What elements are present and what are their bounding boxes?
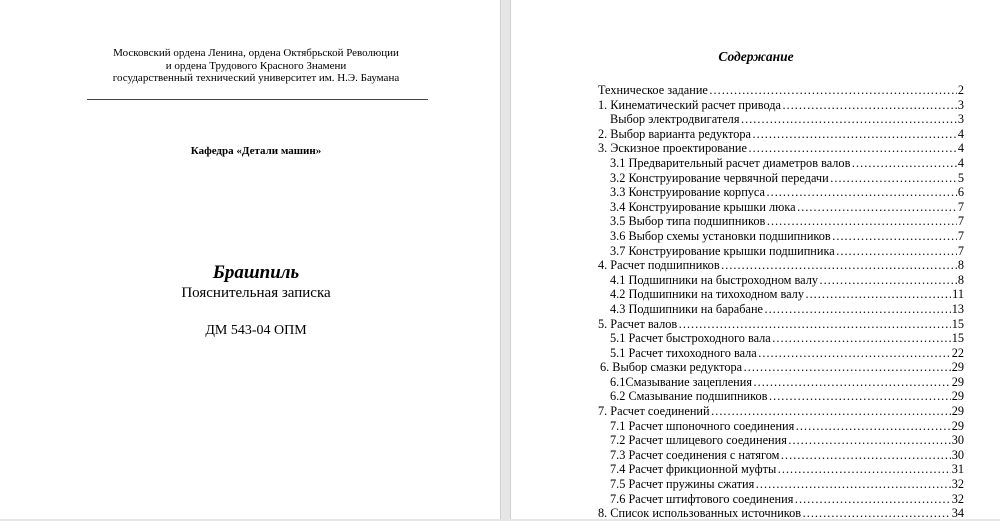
contents-page — [510, 0, 1000, 519]
toc-leader — [752, 127, 957, 142]
toc-leader — [764, 302, 951, 317]
toc-entry-page: 32 — [951, 491, 964, 506]
toc-entry-page: 7 — [957, 243, 964, 258]
institution-line: и ордена Трудового Красного Знамени — [165, 59, 347, 72]
toc-entry-page: 4 — [957, 141, 964, 156]
toc-entry-label: 7.1 Расчет шпоночного соединения — [610, 418, 795, 433]
institution-name — [56, 47, 456, 85]
toc-leader — [780, 448, 950, 463]
toc-entry-label: 3.6 Выбор схемы установки подшипников — [610, 228, 831, 243]
toc-entry[interactable] — [598, 360, 964, 375]
institution-line: Московский ордена Ленина, ордена Октябрьской Революции — [113, 47, 399, 59]
table-of-contents — [598, 83, 964, 521]
toc-leader — [851, 156, 956, 171]
toc-entry-page: 7 — [957, 214, 964, 229]
toc-leader — [794, 492, 950, 507]
toc-leader — [711, 404, 951, 419]
toc-entry-label: 3.7 Конструирование крышки подшипника — [610, 243, 835, 258]
toc-entry-page: 22 — [951, 345, 964, 360]
toc-entry[interactable] — [598, 185, 964, 200]
toc-leader — [797, 200, 957, 215]
toc-entry-page: 30 — [951, 447, 964, 462]
toc-entry-page: 32 — [951, 477, 964, 492]
toc-entry-label: Техническое задание — [598, 83, 708, 97]
toc-entry-label: 6.1Смазывание зацепления — [610, 374, 752, 389]
toc-entry-page: 29 — [951, 360, 964, 375]
toc-leader — [766, 214, 957, 229]
toc-entry-page: 4 — [957, 155, 964, 170]
toc-entry-label: 7.6 Расчет штифтового соединения — [610, 491, 794, 506]
toc-entry[interactable] — [598, 127, 964, 142]
toc-entry-label: 5. Расчет валов — [598, 316, 678, 331]
toc-entry[interactable] — [598, 433, 964, 448]
toc-entry[interactable] — [598, 492, 964, 507]
toc-entry-label: 8. Список использованных источников — [598, 506, 802, 521]
toc-entry-page: 29 — [951, 418, 964, 433]
institution-line: государственный технический университет им. Н.Э. Баумана — [112, 72, 400, 84]
toc-entry[interactable] — [598, 389, 964, 404]
toc-entry-label: 3.5 Выбор типа подшипников — [610, 214, 766, 229]
toc-leader — [743, 360, 951, 375]
toc-entry[interactable] — [598, 171, 964, 186]
toc-entry-label: 4. Расчет подшипников — [598, 258, 720, 273]
toc-entry-page: 2 — [957, 83, 964, 97]
toc-entry-label: 3.1 Предварительный расчет диаметров валов — [610, 155, 851, 170]
toc-entry-label: 5.1 Расчет быстроходного вала — [610, 331, 771, 346]
toc-entry-page: 29 — [951, 389, 964, 404]
toc-entry-label: 7.2 Расчет шлицевого соединения — [610, 433, 787, 448]
toc-entry-page: 4 — [957, 126, 964, 141]
toc-entry[interactable] — [598, 462, 964, 477]
toc-leader — [836, 244, 957, 259]
toc-entry[interactable] — [598, 477, 964, 492]
toc-leader — [766, 185, 957, 200]
toc-leader — [755, 477, 950, 492]
toc-entry-page: 13 — [951, 301, 964, 316]
toc-entry-label: 7.3 Расчет соединения с натягом — [610, 447, 780, 462]
document-code: ДМ 543-04 ОПМ — [205, 323, 307, 338]
toc-entry-page: 5 — [957, 170, 964, 185]
toc-entry-page: 3 — [957, 97, 964, 112]
toc-entry-page: 29 — [951, 404, 964, 419]
toc-entry-label: 2. Выбор варианта редуктора — [598, 126, 751, 141]
toc-entry-label: 7.5 Расчет пружины сжатия — [610, 477, 755, 492]
title-page — [0, 0, 501, 519]
toc-entry-label: 6. Выбор смазки редуктора — [600, 360, 743, 375]
toc-entry[interactable] — [598, 214, 964, 229]
toc-leader — [782, 98, 957, 113]
toc-leader — [748, 141, 957, 156]
toc-entry[interactable] — [598, 287, 964, 302]
toc-entry-label: 4.3 Подшипники на барабане — [610, 301, 763, 316]
toc-entry-page: 3 — [957, 112, 964, 127]
toc-entry[interactable] — [598, 419, 964, 434]
toc-entry-label: 3.2 Конструирование червячной передачи — [610, 170, 829, 185]
department: Кафедра «Детали машин» — [190, 145, 322, 157]
toc-entry-label: 1. Кинематический расчет привода — [598, 97, 781, 112]
toc-leader — [777, 462, 950, 477]
toc-leader — [758, 346, 951, 361]
toc-leader — [709, 83, 957, 98]
toc-leader — [819, 273, 957, 288]
toc-leader — [678, 317, 951, 332]
toc-entry[interactable] — [598, 258, 964, 273]
toc-entry[interactable] — [598, 331, 964, 346]
document-title: Брашпиль — [212, 262, 300, 283]
toc-entry[interactable] — [598, 200, 964, 215]
contents-heading: Содержание — [718, 49, 794, 64]
toc-leader — [788, 433, 951, 448]
toc-entry[interactable] — [598, 112, 964, 127]
header-divider — [87, 99, 428, 100]
toc-entry[interactable] — [598, 273, 964, 288]
toc-leader — [772, 331, 951, 346]
toc-entry[interactable] — [598, 346, 964, 361]
toc-entry-page: 31 — [951, 462, 964, 477]
toc-entry-label: 3.3 Конструирование корпуса — [610, 185, 765, 200]
toc-entry-label: 3.4 Конструирование крышки люка — [610, 199, 796, 214]
toc-entry-page: 8 — [957, 258, 964, 273]
toc-leader — [721, 258, 957, 273]
toc-entry-label: 6.2 Смазывание подшипников — [610, 389, 768, 404]
toc-leader — [740, 112, 956, 127]
toc-entry[interactable] — [598, 244, 964, 259]
toc-entry-label: 3. Эскизное проектирование — [598, 141, 747, 156]
toc-leader — [832, 229, 957, 244]
toc-leader — [795, 419, 950, 434]
toc-entry[interactable] — [598, 317, 964, 332]
toc-entry-label: 7. Расчет соединений — [598, 404, 710, 419]
toc-entry-label: 4.2 Подшипники на тихоходном валу — [610, 287, 804, 302]
toc-leader — [805, 287, 951, 302]
toc-entry-page: 15 — [951, 331, 964, 346]
toc-entry[interactable] — [598, 375, 964, 390]
toc-entry-page: 8 — [957, 272, 964, 287]
toc-entry-page: 7 — [957, 199, 964, 214]
toc-entry[interactable] — [598, 141, 964, 156]
toc-entry[interactable] — [598, 83, 964, 98]
toc-entry-page: 7 — [957, 228, 964, 243]
toc-entry-label: 7.4 Расчет фрикционной муфты — [610, 462, 777, 477]
toc-entry[interactable] — [598, 156, 964, 171]
toc-entry-page: 11 — [952, 287, 964, 302]
toc-entry-label: Выбор электродвигателя — [610, 112, 740, 127]
toc-leader — [830, 171, 957, 186]
toc-entry-label: 5.1 Расчет тихоходного вала — [610, 345, 757, 360]
toc-leader — [753, 375, 951, 390]
toc-entry-page: 30 — [951, 433, 964, 448]
toc-entry[interactable] — [598, 98, 964, 113]
toc-leader — [768, 389, 950, 404]
toc-entry-label: 4.1 Подшипники на быстроходном валу — [610, 272, 818, 287]
document-subtitle: Пояснительная записка — [181, 285, 331, 301]
toc-entry[interactable] — [598, 404, 964, 419]
toc-entry-page: 15 — [951, 316, 964, 331]
toc-entry-page: 29 — [951, 374, 964, 389]
toc-entry-page: 34 — [951, 506, 964, 521]
toc-entry-page: 6 — [957, 185, 964, 200]
toc-entry[interactable] — [598, 448, 964, 463]
toc-entry[interactable] — [598, 302, 964, 317]
toc-entry[interactable] — [598, 229, 964, 244]
